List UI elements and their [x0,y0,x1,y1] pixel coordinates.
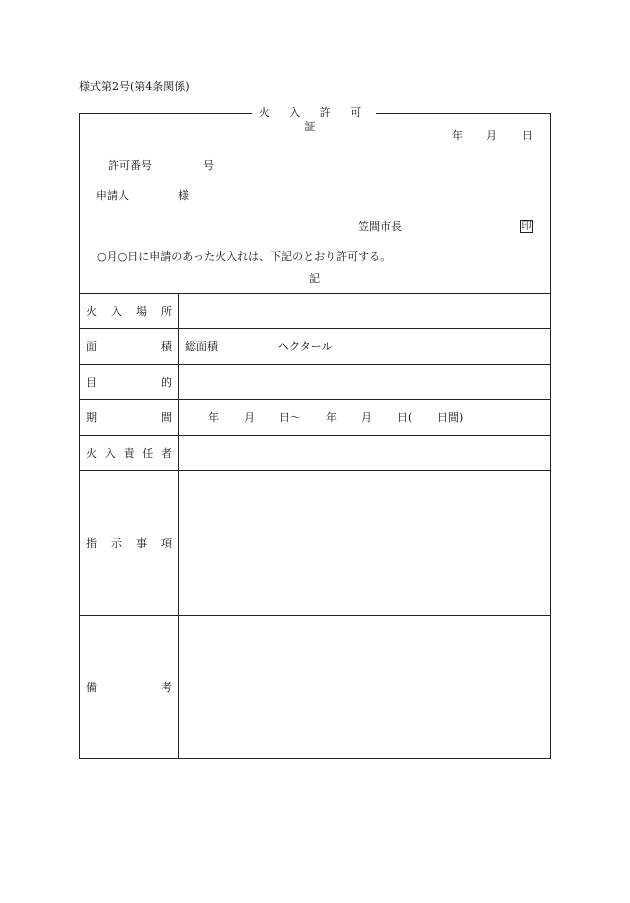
applicant-honorific: 様 [178,189,189,202]
rule [79,328,551,329]
label-fire-place: 火 入 場 所 [86,305,172,318]
label-area: 面 積 [86,340,172,353]
issuer-name: 笠間市長 [358,220,402,233]
permit-number-label: 許可番号 [108,159,152,172]
label-responsible-person: 火 入 責 任 者 [86,447,172,460]
period-year-start: 年 [208,411,219,424]
label-instructions: 指 示 事 項 [86,537,172,550]
rule [79,435,551,436]
period-day-start: 日〜 [279,411,301,424]
area-unit: ヘクタール [278,340,333,353]
note-heading: 記 [309,272,320,285]
total-area-label: 総面積 [185,340,218,353]
column-divider [178,293,179,759]
label-remarks: 備 考 [86,681,172,694]
label-purpose: 目 的 [86,376,172,389]
rule [79,470,551,471]
statement: ○月○日に申請のあった火入れは、下記のとおり許可する。 [97,250,392,263]
period-days: 日間) [437,411,464,424]
permit-number-suffix: 号 [203,159,214,172]
applicant-label: 申請人 [96,189,129,202]
period-month-end: 月 [361,411,372,424]
rule [79,293,551,294]
period-year-end: 年 [326,411,337,424]
seal-mark: 印 [521,221,532,232]
period-day-end: 日( [397,411,413,424]
permit-frame [79,113,551,759]
date-month: 月 [486,129,497,142]
rule [79,615,551,616]
date-year: 年 [452,129,463,142]
rule [79,364,551,365]
label-period: 期 間 [86,411,172,424]
rule [79,399,551,400]
form-number: 様式第2号(第4条関係) [79,80,190,93]
date-day: 日 [522,129,533,142]
period-month-start: 月 [244,411,255,424]
permit-title: 火 入 許 可 証 [258,106,370,133]
